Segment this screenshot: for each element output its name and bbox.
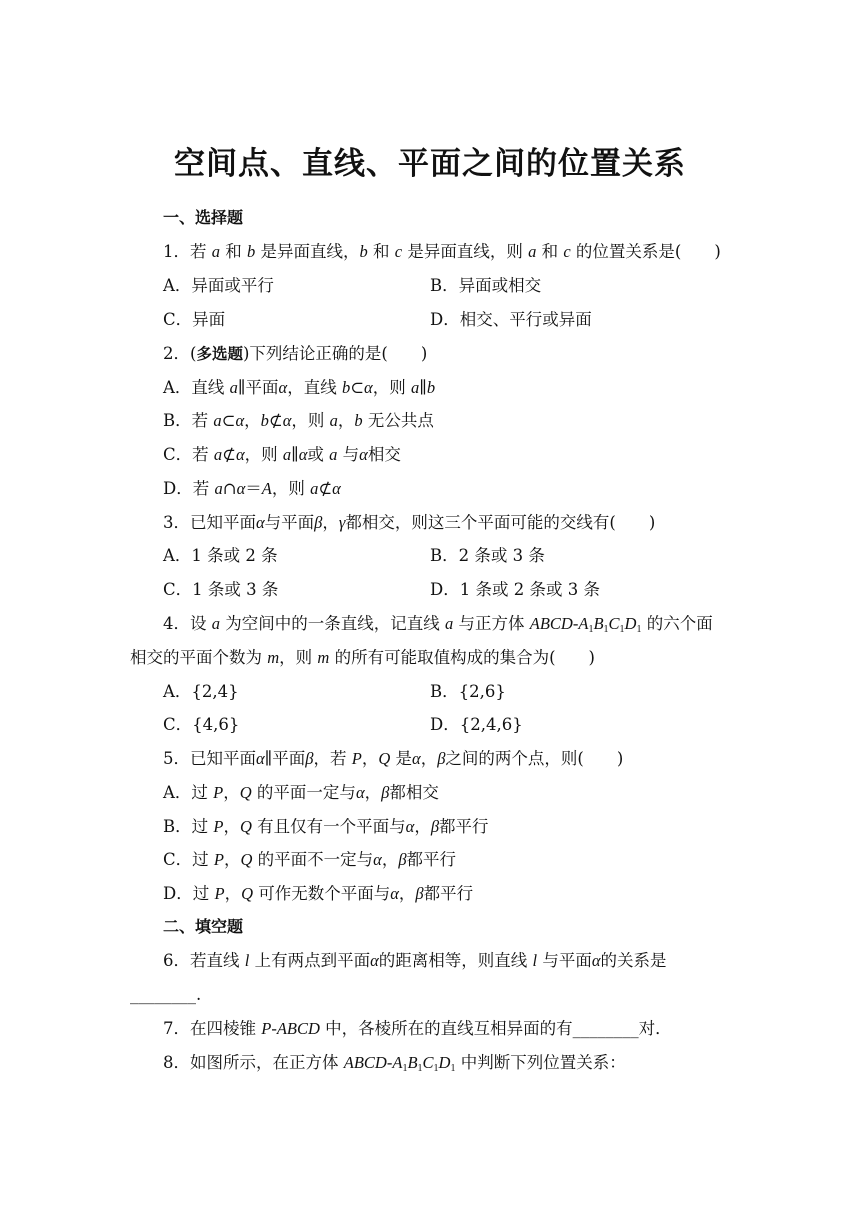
question-4-stem-line-1: 4．设 a 为空间中的一条直线，记直线 a 与正方体 ABCD-$A_1B_1C_1D_1$ 的六个面 (163, 614, 713, 635)
question-2-option-c: C．若 a⊄α，则 a∥α或 a 与α相交 (163, 445, 401, 464)
question-2-option-d: D．若 a∩α＝A，则 a⊄α (163, 479, 341, 498)
question-2-stem: 2．(多选题)下列结论正确的是( ) (163, 344, 428, 363)
question-4-option-a: A．{2,4} (163, 682, 239, 701)
section-heading-fill-in: 二、填空题 (163, 917, 244, 936)
section-heading-choice: 一、选择题 (163, 208, 244, 227)
question-2-option-b: B．若 a⊂α，b⊄α，则 a，b 无公共点 (163, 411, 434, 430)
question-4-option-c: C．{4,6} (163, 715, 240, 734)
question-3-option-b: B．2 条或 3 条 (430, 546, 545, 565)
question-5-option-a: A．过 P，Q 的平面一定与α，β都相交 (163, 783, 439, 802)
question-5-option-b: B．过 P，Q 有且仅有一个平面与α，β都平行 (163, 817, 489, 836)
question-8-stem: 8．如图所示，在正方体 ABCD-$A_1B_1C_1D_1$ 中判断下列位置关系： (163, 1053, 626, 1074)
question-4-stem-line-2: 相交的平面个数为 m，则 m 的所有可能取值构成的集合为( ) (130, 648, 595, 667)
question-1-stem: 1．若 a 和 b 是异面直线，b 和 c 是异面直线，则 a 和 c 的位置关系是( ) (163, 242, 721, 261)
page-title: 空间点、直线、平面之间的位置关系 (174, 146, 686, 182)
question-3-option-a: A．1 条或 2 条 (163, 546, 278, 565)
question-3-stem: 3．已知平面α与平面β，γ都相交，则这三个平面可能的交线有( ) (163, 513, 656, 532)
question-4-option-b: B．{2,6} (430, 682, 506, 701)
question-3-option-d: D．1 条或 2 条或 3 条 (430, 580, 600, 599)
question-4-option-d: D．{2,4,6} (430, 715, 523, 734)
question-3-option-c: C．1 条或 3 条 (163, 580, 279, 599)
question-1-option-a: A．异面或平行 (163, 276, 274, 295)
question-5-option-d: D．过 P，Q 可作无数个平面与α，β都平行 (163, 884, 474, 903)
question-1-option-b: B．异面或相交 (430, 276, 542, 295)
question-6-stem-line-1: 6．若直线 l 上有两点到平面α的距离相等，则直线 l 与平面α的关系是 (163, 951, 667, 970)
question-1-option-c: C．异面 (163, 310, 226, 329)
question-6-answer-blank: ________. (130, 985, 202, 1004)
question-5-stem: 5．已知平面α∥平面β，若 P，Q 是α，β之间的两个点，则( ) (163, 749, 624, 768)
question-1-option-d: D．相交、平行或异面 (430, 310, 592, 329)
question-2-option-a: A．直线 a∥平面α，直线 b⊂α，则 a∥b (163, 378, 436, 397)
question-7-stem: 7．在四棱锥 P-ABCD 中，各棱所在的直线互相异面的有________对． (163, 1019, 672, 1038)
question-5-option-c: C．过 P，Q 的平面不一定与α，β都平行 (163, 850, 457, 869)
